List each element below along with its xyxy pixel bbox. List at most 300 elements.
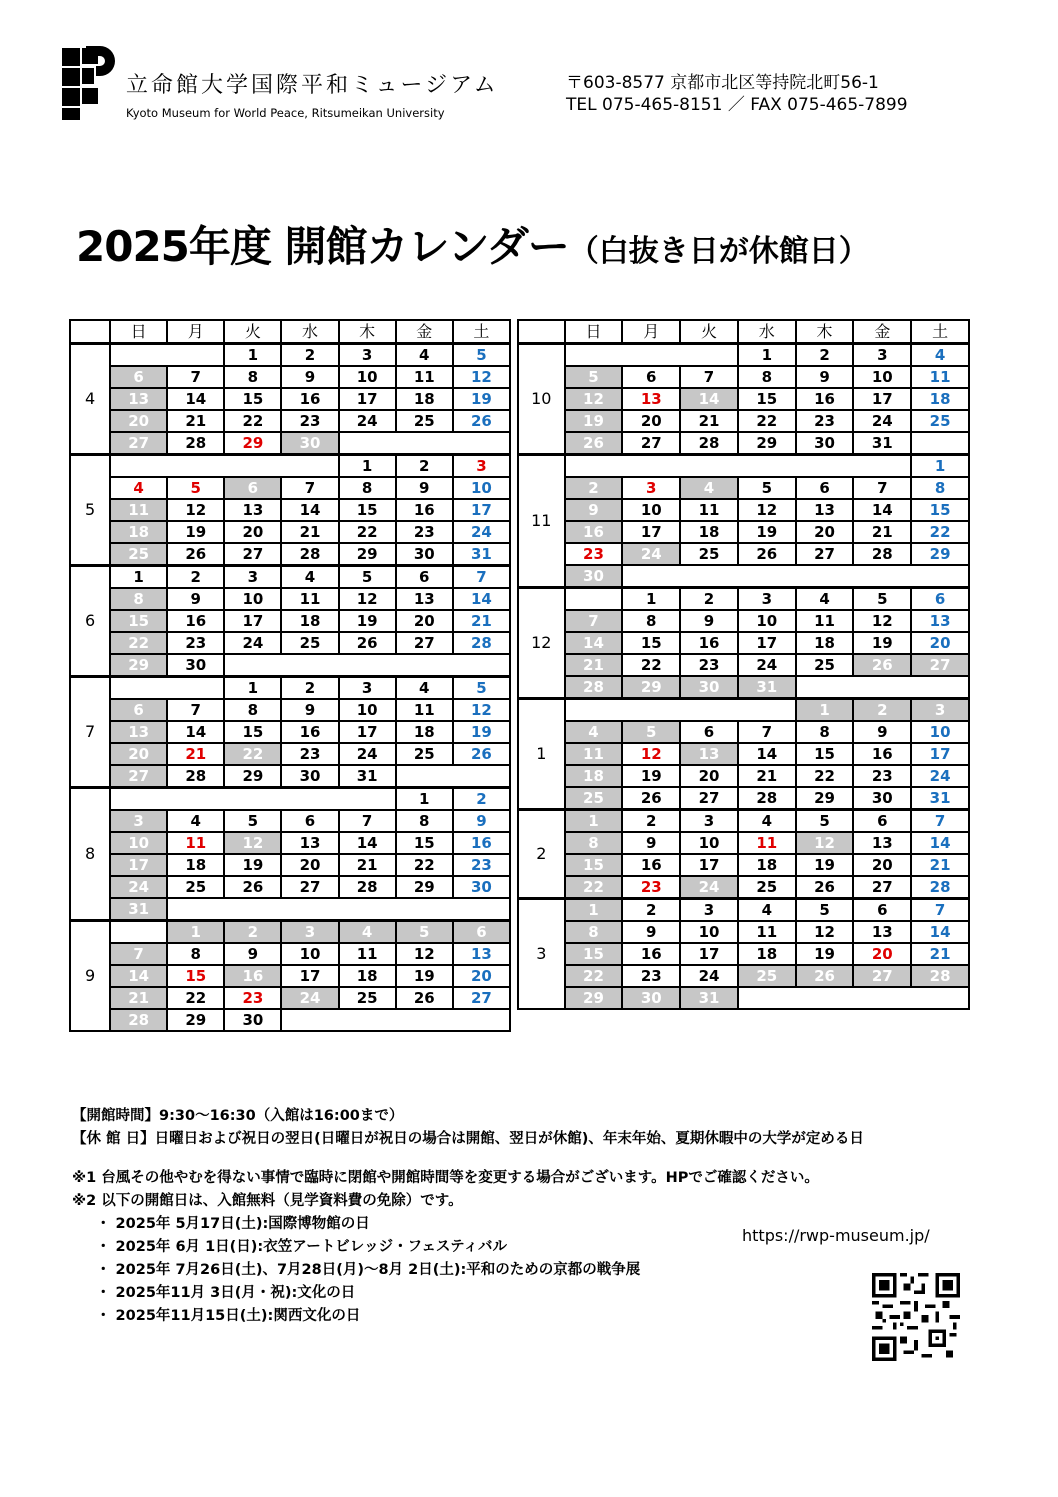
empty-cell [565,699,796,722]
day-closed: 1 [565,810,623,833]
day-closed: 5 [396,921,453,944]
day-open: 8 [167,943,224,965]
day-open: 20 [622,410,680,432]
day-closed: 21 [565,654,623,676]
day-open: 9 [281,699,338,721]
day-open: 18 [167,854,224,876]
day-open: 18 [796,632,854,654]
day-closed: 6 [224,477,281,499]
month-label: 5 [70,455,110,566]
day-saturday: 5 [453,677,510,700]
day-closed: 3 [110,810,167,832]
day-open: 26 [339,632,396,654]
day-open: 22 [622,654,680,676]
qr-code [872,1273,960,1361]
day-saturday: 1 [911,455,969,478]
day-open: 23 [281,410,338,432]
month-label: 2 [518,810,565,899]
day-closed: 15 [110,610,167,632]
day-open: 26 [738,543,796,565]
day-open: 16 [796,388,854,410]
day-open: 2 [796,344,854,367]
month-label: 12 [518,588,565,699]
day-closed: 30 [680,676,738,699]
day-closed: 14 [565,632,623,654]
day-open: 18 [281,610,338,632]
day-open: 27 [853,876,911,899]
empty-cell [110,455,339,478]
day-open: 9 [224,943,281,965]
day-closed: 5 [565,366,623,388]
day-open: 24 [339,743,396,765]
day-open: 6 [281,810,338,832]
day-open: 4 [396,344,453,367]
day-closed: 17 [110,854,167,876]
empty-cell [738,987,969,1009]
day-holiday: 4 [110,477,167,499]
day-saturday: 12 [453,366,510,388]
day-open: 23 [853,765,911,787]
day-open: 10 [738,610,796,632]
day-open: 4 [796,588,854,611]
day-saturday: 17 [453,499,510,521]
day-closed: 30 [281,432,338,455]
free-day-item: ・ 2025年 5月17日(土):国際博物館の日 [96,1216,370,1232]
day-closed: 24 [110,876,167,898]
day-closed: 29 [622,676,680,699]
day-open: 8 [224,699,281,721]
day-saturday: 14 [911,832,969,854]
day-open: 6 [622,366,680,388]
day-open: 13 [396,588,453,610]
day-open: 7 [167,699,224,721]
day-closed: 2 [853,699,911,722]
museum-address [566,72,908,116]
day-saturday: 25 [911,410,969,432]
day-holiday: 29 [224,432,281,455]
day-open: 11 [796,610,854,632]
day-open: 16 [281,721,338,743]
note-1: ※1 台風その他やむを得ない事情で臨時に閉館や開館時間等を変更する場合がございます。HPでご確認ください。 [72,1170,819,1186]
day-open: 5 [853,588,911,611]
weekday-header: 金 [396,320,453,344]
day-open: 26 [622,787,680,810]
day-open: 12 [738,499,796,521]
day-open: 6 [853,899,911,922]
day-closed: 4 [565,721,623,743]
day-open: 30 [396,543,453,566]
day-saturday: 17 [911,743,969,765]
day-open: 18 [339,965,396,987]
day-open: 20 [224,521,281,543]
header-blank [518,320,565,344]
calendar-oct-mar [517,319,970,1010]
day-closed: 30 [622,987,680,1009]
day-open: 17 [680,943,738,965]
day-open: 14 [281,499,338,521]
day-open: 20 [680,765,738,787]
day-open: 15 [622,632,680,654]
day-open: 14 [853,499,911,521]
day-open: 15 [224,721,281,743]
day-open: 19 [224,854,281,876]
day-open: 13 [796,499,854,521]
day-open: 10 [680,921,738,943]
day-open: 28 [853,543,911,565]
empty-cell [281,1009,510,1031]
month-label: 11 [518,455,565,588]
day-open: 21 [853,521,911,543]
day-open: 1 [738,344,796,367]
day-open: 7 [167,366,224,388]
day-open: 16 [281,388,338,410]
day-holiday: 20 [853,943,911,965]
day-open: 12 [853,610,911,632]
weekday-header: 月 [622,320,680,344]
day-open: 27 [396,632,453,654]
day-holiday: 3 [622,477,680,499]
month-label: 6 [70,566,110,677]
day-open: 29 [396,876,453,898]
day-open: 1 [622,588,680,611]
day-closed: 25 [110,543,167,566]
day-open: 24 [738,654,796,676]
day-open: 8 [339,477,396,499]
day-open: 19 [796,854,854,876]
day-closed: 13 [680,743,738,765]
day-open: 6 [853,810,911,833]
day-saturday: 9 [453,810,510,832]
day-open: 19 [622,765,680,787]
empty-cell [110,788,396,811]
day-saturday: 24 [453,521,510,543]
day-open: 23 [281,743,338,765]
day-open: 4 [281,566,338,589]
day-open: 18 [396,388,453,410]
day-closed: 6 [110,366,167,388]
day-open: 14 [167,721,224,743]
day-open: 19 [396,965,453,987]
month-label: 3 [518,899,565,1010]
day-open: 25 [281,632,338,654]
day-open: 2 [167,566,224,589]
day-open: 17 [738,632,796,654]
day-open: 24 [224,632,281,654]
day-open: 12 [339,588,396,610]
day-open: 15 [396,832,453,854]
day-open: 19 [853,632,911,654]
day-closed: 11 [110,499,167,521]
day-saturday: 6 [911,588,969,611]
day-closed: 24 [281,987,338,1009]
weekday-header: 日 [110,320,167,344]
day-closed: 28 [911,965,969,987]
day-closed: 18 [110,521,167,543]
day-open: 7 [281,477,338,499]
day-saturday: 19 [453,388,510,410]
day-saturday: 31 [911,787,969,810]
weekday-header: 水 [281,320,338,344]
day-saturday: 15 [911,499,969,521]
day-open: 23 [622,965,680,987]
day-open: 21 [738,765,796,787]
day-closed: 12 [565,388,623,410]
day-open: 21 [167,410,224,432]
day-open: 20 [853,854,911,876]
day-holiday: 12 [622,743,680,765]
month-label: 7 [70,677,110,788]
museum-name-ja: 立命館大学国際平和ミュージアム [126,73,499,98]
day-open: 31 [853,432,911,455]
day-open: 11 [396,699,453,721]
day-closed: 28 [565,676,623,699]
day-open: 20 [796,521,854,543]
day-saturday: 12 [453,699,510,721]
empty-cell [565,588,623,611]
day-closed: 19 [565,410,623,432]
day-saturday: 14 [453,588,510,610]
day-saturday: 16 [453,832,510,854]
day-open: 4 [167,810,224,832]
museum-name-en: Kyoto Museum for World Peace, Ritsumeikan University [126,106,445,120]
day-saturday: 5 [453,344,510,367]
day-open: 4 [738,899,796,922]
day-closed: 1 [565,899,623,922]
day-closed: 20 [110,410,167,432]
empty-cell [622,565,969,588]
day-open: 3 [224,566,281,589]
page-title [76,214,869,274]
day-open: 9 [853,721,911,743]
day-open: 29 [167,1009,224,1031]
day-open: 11 [281,588,338,610]
day-closed: 22 [565,876,623,899]
day-closed: 25 [738,965,796,987]
day-closed: 22 [565,965,623,987]
day-closed: 14 [680,388,738,410]
day-closed: 29 [565,987,623,1009]
day-open: 1 [396,788,453,811]
day-saturday: 8 [911,477,969,499]
day-holiday: 5 [167,477,224,499]
day-open: 9 [796,366,854,388]
day-open: 28 [680,432,738,455]
day-open: 30 [281,765,338,788]
month-label: 8 [70,788,110,921]
day-open: 29 [796,787,854,810]
website-link[interactable]: https://rwp-museum.jp/ [742,1226,930,1245]
day-open: 16 [167,610,224,632]
day-open: 28 [167,765,224,788]
day-holiday: 23 [224,987,281,1009]
closed-days: 【休 館 日】日曜日および祝日の翌日(日曜日が祝日の場合は開館、翌日が休館)、年末年始、夏期休暇中の大学が定める日 [72,1131,864,1147]
day-closed: 8 [565,832,623,854]
day-open: 2 [396,455,453,478]
day-closed: 8 [565,921,623,943]
day-open: 8 [796,721,854,743]
empty-cell [167,898,510,921]
day-holiday: 11 [738,832,796,854]
day-open: 27 [622,432,680,455]
day-closed: 31 [680,987,738,1009]
day-closed: 30 [565,565,623,588]
day-open: 10 [853,366,911,388]
day-open: 29 [224,765,281,788]
day-open: 12 [167,499,224,521]
note-2: ※2 以下の開館日は、入館無料（見学資料費の免除）です。 [72,1193,463,1209]
month-label: 9 [70,921,110,1032]
day-open: 1 [339,455,396,478]
day-saturday: 28 [911,876,969,899]
day-saturday: 22 [911,521,969,543]
day-closed: 27 [110,765,167,788]
day-open: 9 [396,477,453,499]
day-saturday: 31 [453,543,510,566]
day-open: 19 [339,610,396,632]
day-open: 10 [622,499,680,521]
day-saturday: 28 [453,632,510,654]
day-open: 3 [339,677,396,700]
day-closed: 26 [796,965,854,987]
day-saturday: 14 [911,921,969,943]
day-open: 17 [622,521,680,543]
day-saturday: 19 [453,721,510,743]
day-open: 9 [622,832,680,854]
day-open: 11 [396,366,453,388]
day-closed: 8 [110,588,167,610]
day-open: 25 [680,543,738,565]
day-closed: 14 [110,965,167,987]
day-open: 4 [738,810,796,833]
day-open: 22 [339,521,396,543]
day-open: 30 [796,432,854,455]
month-label: 10 [518,344,565,455]
day-open: 5 [796,899,854,922]
day-open: 25 [796,654,854,676]
day-open: 19 [738,521,796,543]
day-saturday: 18 [911,388,969,410]
day-open: 29 [339,543,396,566]
day-saturday: 10 [453,477,510,499]
day-closed: 13 [110,388,167,410]
day-saturday: 13 [911,610,969,632]
day-open: 8 [622,610,680,632]
day-open: 10 [281,943,338,965]
day-holiday: 3 [453,455,510,478]
day-open: 13 [281,832,338,854]
day-saturday: 20 [453,965,510,987]
empty-cell [224,654,510,677]
day-saturday: 21 [911,854,969,876]
day-open: 15 [224,388,281,410]
day-open: 1 [224,677,281,700]
day-open: 28 [738,787,796,810]
day-open: 10 [339,366,396,388]
day-holiday: 23 [622,876,680,899]
day-open: 20 [281,854,338,876]
day-closed: 22 [224,743,281,765]
notes-section [72,1105,864,1328]
day-saturday: 23 [453,854,510,876]
day-closed: 27 [853,965,911,987]
day-open: 18 [738,854,796,876]
day-open: 18 [680,521,738,543]
day-open: 24 [853,410,911,432]
day-open: 26 [796,876,854,899]
free-day-item: ・ 2025年11月15日(土):関西文化の日 [96,1308,361,1324]
day-open: 19 [796,943,854,965]
day-open: 21 [281,521,338,543]
day-open: 11 [680,499,738,521]
day-closed: 27 [911,654,969,676]
day-open: 9 [680,610,738,632]
day-open: 25 [167,876,224,898]
calendar-apr-sep [69,319,511,1032]
day-open: 23 [680,654,738,676]
day-open: 2 [680,588,738,611]
day-open: 16 [622,943,680,965]
day-open: 16 [396,499,453,521]
day-saturday: 24 [911,765,969,787]
day-open: 1 [110,566,167,589]
header-blank [70,320,110,344]
day-open: 6 [796,477,854,499]
day-closed: 22 [110,632,167,654]
day-open: 2 [281,344,338,367]
day-open: 13 [853,921,911,943]
day-saturday: 27 [453,987,510,1009]
day-open: 25 [396,743,453,765]
empty-cell [110,921,167,944]
day-open: 17 [339,388,396,410]
day-closed: 7 [110,943,167,965]
day-open: 5 [796,810,854,833]
day-holiday: 11 [167,832,224,854]
day-closed: 26 [853,654,911,676]
day-open: 8 [224,366,281,388]
day-open: 27 [680,787,738,810]
day-saturday: 21 [453,610,510,632]
day-open: 17 [339,721,396,743]
title-subtitle: （白抜き日が休館日） [568,234,869,269]
day-open: 7 [738,721,796,743]
day-open: 28 [281,543,338,566]
day-open: 14 [167,388,224,410]
day-open: 16 [853,743,911,765]
empty-cell [796,676,969,699]
empty-cell [339,432,510,455]
weekday-header: 土 [453,320,510,344]
empty-cell [911,432,969,455]
day-open: 27 [281,876,338,898]
day-saturday: 29 [911,543,969,565]
day-open: 5 [224,810,281,832]
day-open: 24 [339,410,396,432]
day-closed: 6 [110,699,167,721]
day-closed: 15 [565,854,623,876]
empty-cell [110,344,224,367]
weekday-header: 月 [167,320,224,344]
day-saturday: 7 [911,810,969,833]
free-day-item: ・ 2025年 7月26日(土)、7月28日(月)～8月 2日(土):平和のための京都の戦争展 [96,1262,641,1278]
day-open: 22 [738,410,796,432]
day-closed: 1 [167,921,224,944]
day-open: 4 [396,677,453,700]
day-open: 10 [224,588,281,610]
day-open: 23 [167,632,224,654]
day-open: 3 [853,344,911,367]
weekday-header: 日 [565,320,623,344]
